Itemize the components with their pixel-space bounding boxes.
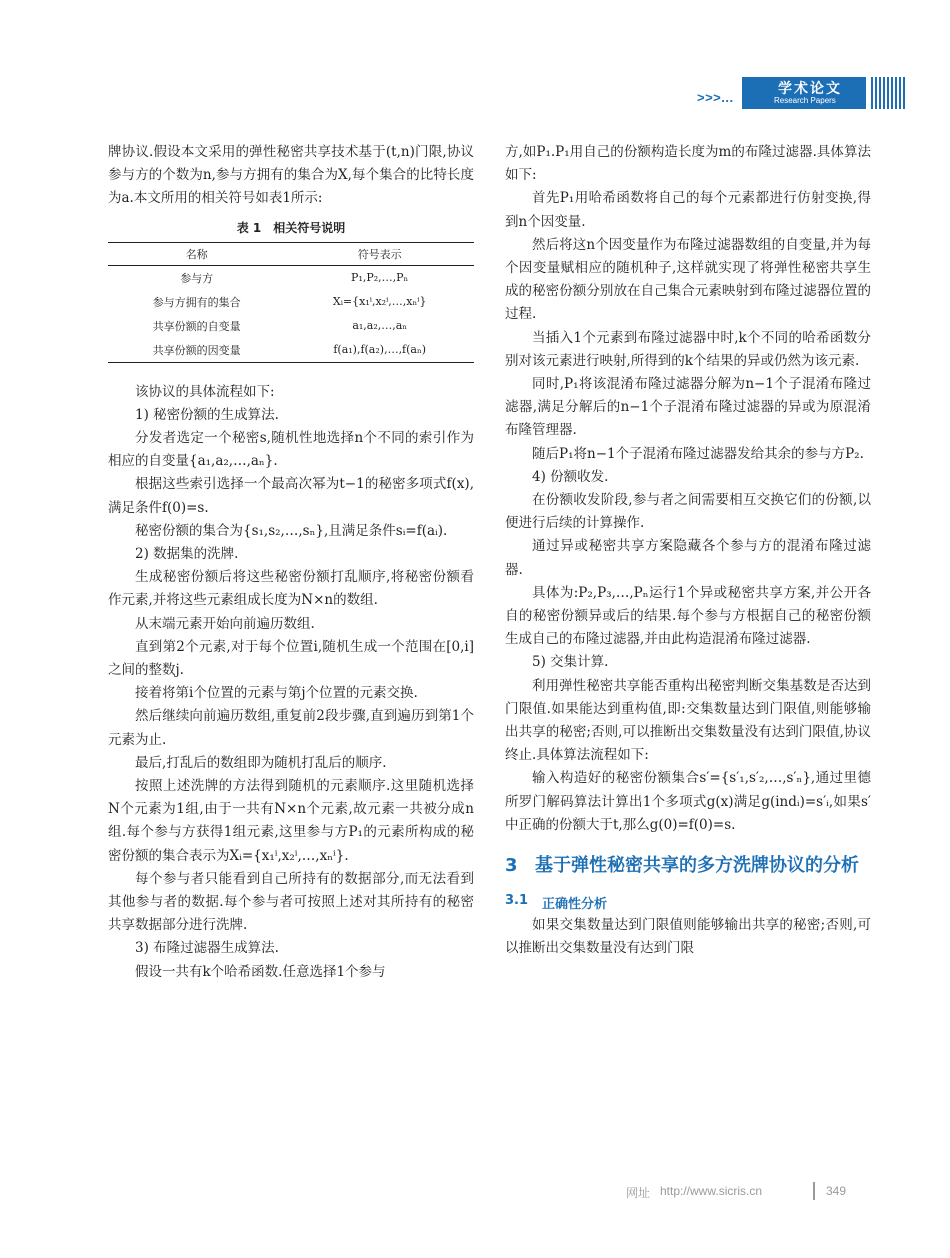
- step-heading: 5) 交集计算.: [532, 654, 609, 671]
- body-paragraph: 在份额收发阶段,参与者之间需要相互交换它们的份额,以便进行后续的计算操作.: [505, 492, 871, 532]
- step-heading: 1) 秘密份额的生成算法.: [135, 406, 279, 423]
- table-cell: Xᵢ={x₁ⁱ,x₂ⁱ,…,xₙⁱ}: [332, 295, 427, 309]
- table-cell: P₁,P₂,…,Pₙ: [351, 271, 409, 285]
- table-header-name: 名称: [108, 242, 285, 265]
- table-cell: 共享份额的因变量: [108, 338, 285, 363]
- subsection-heading: [505, 893, 871, 912]
- table-cell: 参与方拥有的集合: [152, 295, 241, 309]
- table-header-symbol: 符号表示: [285, 242, 474, 265]
- table-row: [108, 290, 474, 314]
- subsection-title: 正确性分析: [542, 897, 608, 913]
- body-paragraph: 方,如P₁.P₁用自己的份额构造长度为m的布隆过滤器.具体算法如下:: [505, 144, 871, 184]
- body-paragraph: 按照上述洗牌的方法得到随机的元素顺序.这里随机选择N个元素为1组,由于一共有N×n个元素,故元素一共被分成n组.每个参与方获得1组元素,这里参与方P₁的元素所构成的秘密份额的集合表示为Xᵢ={x₁ⁱ,x₂ⁱ,…,xₙⁱ}.: [108, 778, 474, 864]
- body-paragraph: 秘密份额的集合为{s₁,s₂,…,sₙ},且满足条件sᵢ=f(aᵢ).: [135, 522, 448, 539]
- left-column: [108, 141, 474, 984]
- body-paragraph: 首先P₁用哈希函数将自己的每个元素都进行仿射变换,得到n个因变量.: [505, 190, 871, 230]
- journal-title-en: Research Papers: [774, 96, 836, 105]
- table-cell: a₁,a₂,…,aₙ: [352, 319, 408, 333]
- body-paragraph: 同时,P₁将该混淆布隆过滤器分解为n−1个子混淆布隆过滤器,满足分解后的n−1个子混淆布隆过滤器的异或为原混淆布隆管理器.: [505, 376, 871, 439]
- body-paragraph: 然后将这n个因变量作为布隆过滤器数组的自变量,并为每个因变量赋相应的随机种子,这样就实现了将弹性秘密共享生成的秘密份额分别放在自己集合元素映射到布隆过滤器位置的过程.: [505, 236, 871, 323]
- intro-paragraph: 牌协议.假设本文采用的弹性秘密共享技术基于(t,n)门限,协议参与方的个数为n,参与方拥有的集合为X,每个集合的比特长度为a.本文所用的相关符号如表1所示:: [108, 144, 474, 207]
- symbol-table: [108, 242, 474, 363]
- table-row: [108, 265, 474, 290]
- section-title: 基于弹性秘密共享的多方洗牌协议的分析: [535, 855, 859, 877]
- decorative-bars: [871, 77, 911, 109]
- table-row: [108, 338, 474, 363]
- table-cell: 共享份额的自变量: [152, 319, 241, 333]
- body-paragraph: 该协议的具体流程如下:: [135, 383, 275, 400]
- body-paragraph: 根据这些索引选择一个最高次幂为t−1的秘密多项式f(x),满足条件f(0)=s.: [108, 476, 474, 516]
- step-heading: 4) 份额收发.: [532, 468, 609, 485]
- body-paragraph: 每个参与者只能看到自己所持有的数据部分,而无法看到其他参与者的数据.每个参与者可按照上述对其所持有的秘密共享数据部分进行洗牌.: [108, 870, 474, 934]
- body-paragraph: 然后继续向前遍历数组,重复前2段步骤,直到遍历到第1个元素为止.: [108, 708, 474, 748]
- step-heading: 3) 布隆过滤器生成算法.: [135, 940, 279, 957]
- table-row: [108, 314, 474, 338]
- step-heading: 2) 数据集的洗牌.: [135, 546, 239, 563]
- subsection-number: 3.1: [505, 893, 529, 909]
- journal-title-zh: 学术论文: [778, 81, 842, 97]
- body-paragraph: 直到第2个元素,对于每个位置i,随机生成一个范围在[0,i]之间的整数j.: [108, 638, 474, 679]
- footer-divider: [813, 1182, 815, 1200]
- table-title: 表 1 相关符号说明: [236, 220, 346, 235]
- body-paragraph: 最后,打乱后的数组即为随机打乱后的顺序.: [135, 754, 387, 771]
- table-cell: 参与方: [180, 271, 214, 285]
- body-paragraph: 生成秘密份额后将这些秘密份额打乱顺序,将秘密份额看作元素,并将这些元素组成长度为N×n的数组.: [108, 569, 474, 609]
- body-paragraph: 分发者选定一个秘密s,随机性地选择n个不同的索引作为相应的自变量{a₁,a₂,…,aₙ}.: [108, 430, 474, 470]
- section-number: 3: [505, 855, 518, 877]
- body-paragraph: 当插入1个元素到布隆过滤器中时,k个不同的哈希函数分别对该元素进行映射,所得到的k个结果的异或仍然为该元素.: [505, 329, 871, 369]
- body-paragraph: 如果交集数量达到门限值则能够输出共享的秘密;否则,可以推断出交集数量没有达到门限: [505, 917, 871, 957]
- body-paragraph: 通过异或秘密共享方案隐藏各个参与方的混淆布隆过滤器.: [505, 538, 871, 578]
- right-column: [505, 141, 871, 961]
- body-paragraph: 输入构造好的秘密份额集合s′={s′₁,s′₂,…,s′ₙ},通过里德所罗门解码算法计算出1个多项式g(x)满足g(indᵢ)=s′ᵢ,如果s′中正确的份额大于t,那么g(0)=f(0)=s.: [505, 770, 871, 833]
- table-cell: f(a₁),f(a₂),…,f(aₙ): [285, 338, 474, 363]
- footer-label: 网址: [626, 1186, 651, 1200]
- body-paragraph: 具体为:P₂,P₃,…,Pₙ运行1个异或秘密共享方案,并公开各自的秘密份额异或后的结果.每个参与方根据自己的秘密份额生成自己的布隆过滤器,并由此构造混淆布隆过滤器.: [505, 584, 871, 648]
- body-paragraph: 利用弹性秘密共享能否重构出秘密判断交集基数是否达到门限值.如果能达到重构值,即:交集数量达到门限值,则能够输出共享的秘密;否则,可以推断出交集数量没有达到门限值,协议终止.具体算法流程如下:: [505, 677, 871, 764]
- body-paragraph: 接着将第i个位置的元素与第j个位置的元素交换.: [135, 685, 418, 702]
- header-arrows: >>>...: [697, 90, 734, 105]
- body-paragraph: 假设一共有k个哈希函数.任意选择1个参与: [135, 963, 386, 980]
- footer-url-link[interactable]: http://www.sicris.cn: [660, 1184, 763, 1198]
- body-paragraph: 随后P₁将n−1个子混淆布隆过滤器发给其余的参与方P₂.: [532, 445, 864, 462]
- body-paragraph: 从末端元素开始向前遍历数组.: [135, 615, 315, 632]
- journal-badge: [742, 77, 866, 109]
- section-heading: [505, 851, 871, 881]
- page-number: 349: [826, 1184, 847, 1198]
